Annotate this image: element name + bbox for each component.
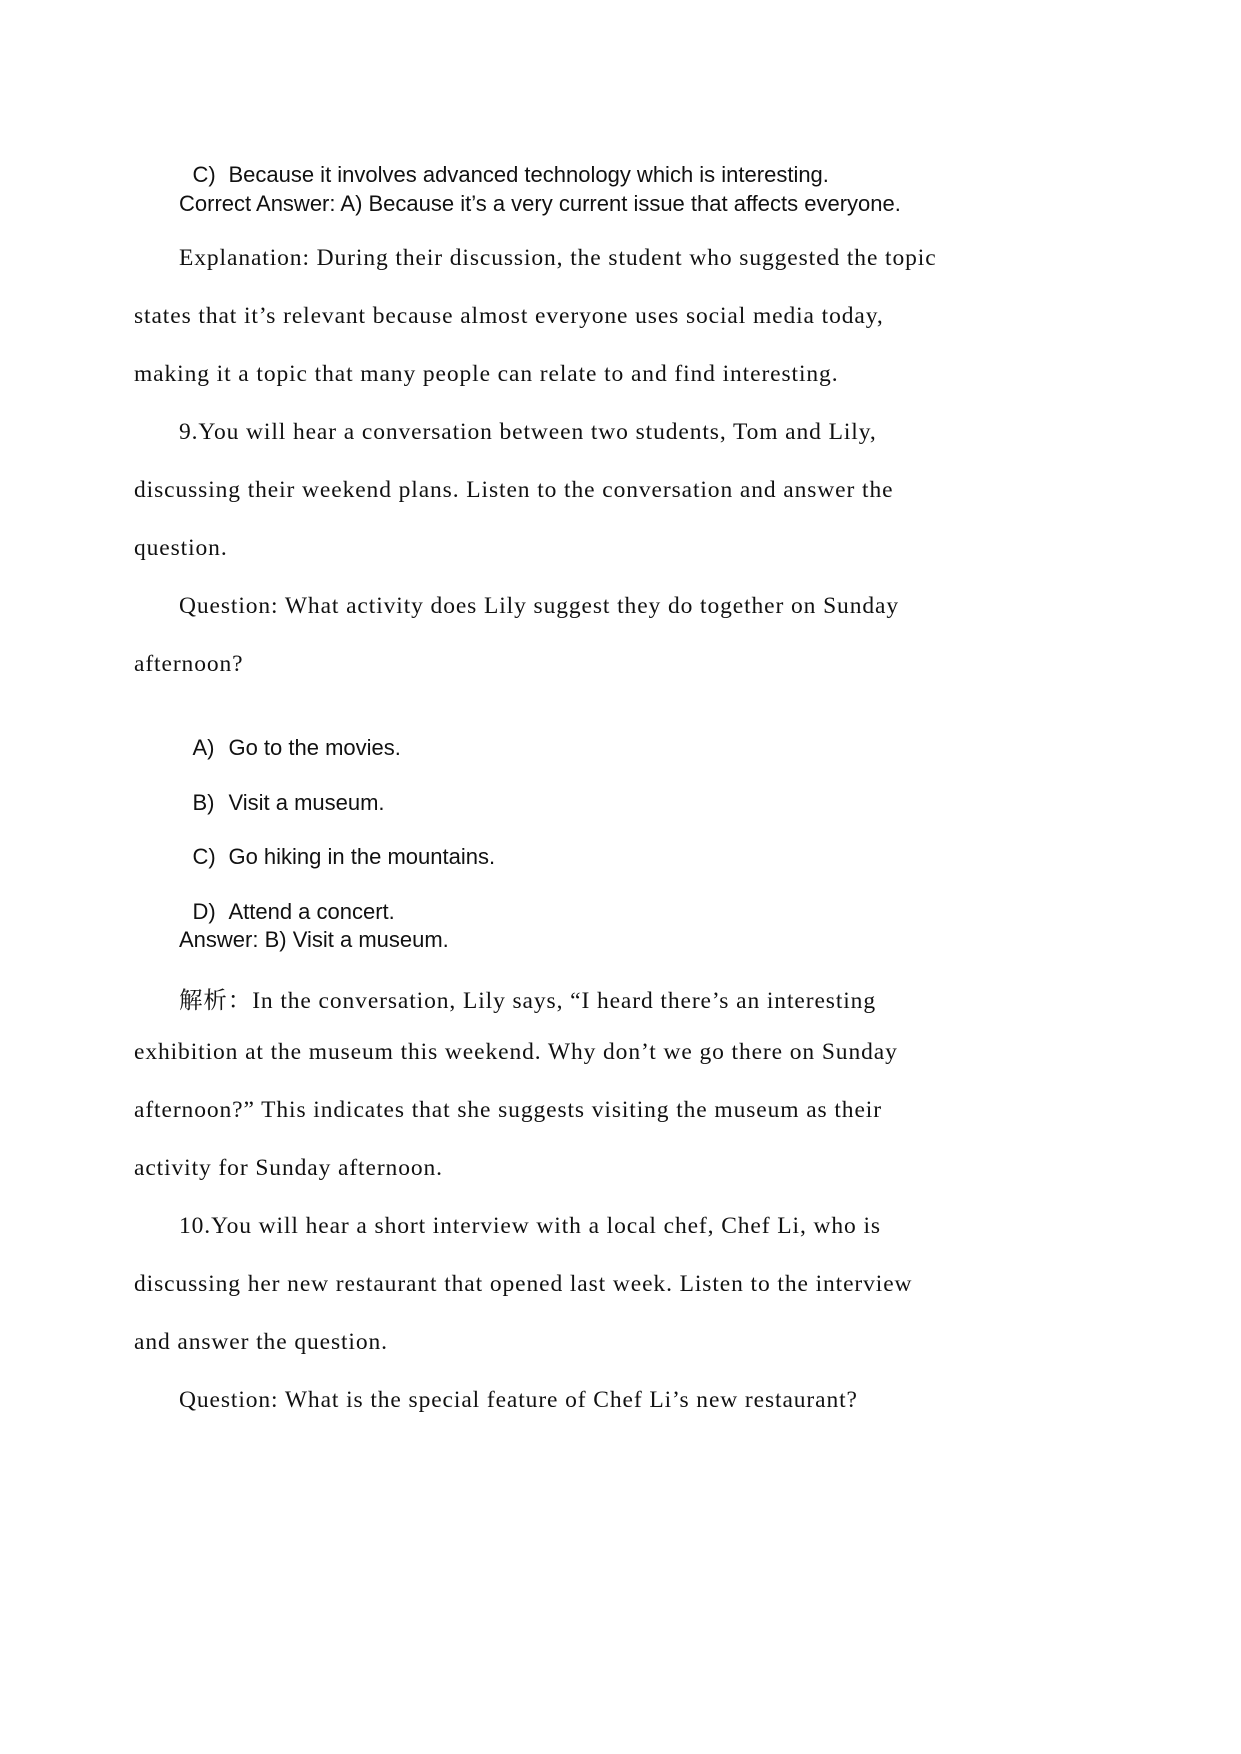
q9-intro-line: question. — [134, 535, 228, 561]
q9-intro-line: discussing their weekend plans. Listen to the conversation and answer the — [134, 477, 894, 503]
q10-question-line: Question: What is the special feature of Chef Li’s new restaurant? — [179, 1387, 858, 1413]
q10-intro-line: and answer the question. — [134, 1329, 388, 1355]
option-label: A) — [192, 735, 215, 760]
q9-question-line: Question: What activity does Lily suggest they do together on Sunday — [179, 593, 899, 619]
q8-explanation-line: states that it’s relevant because almost everyone uses social media today, — [134, 303, 884, 329]
q8-correct-answer: Correct Answer: A) Because it’s a very current issue that affects everyone. — [179, 191, 901, 216]
q9-intro-line: 9.You will hear a conversation between two students, Tom and Lily, — [179, 419, 877, 445]
q10-intro-line: discussing her new restaurant that opened last week. Listen to the interview — [134, 1271, 913, 1297]
option-label: D) — [192, 899, 216, 924]
q10-intro-line: 10.You will hear a short interview with a local chef, Chef Li, who is — [179, 1213, 881, 1239]
q8-explanation-line: Explanation: During their discussion, the student who suggested the topic — [179, 245, 937, 271]
q9-answer: Answer: B) Visit a museum. — [179, 927, 449, 952]
q9-analysis-line: activity for Sunday afternoon. — [134, 1155, 443, 1181]
q9-analysis-line: afternoon?” This indicates that she suggests visiting the museum as their — [134, 1097, 882, 1123]
option-label: C) — [192, 844, 216, 869]
option-label: B) — [192, 790, 215, 815]
option-text: Go hiking in the mountains. — [228, 844, 496, 869]
q8-explanation-line: making it a topic that many people can relate to and find interesting. — [134, 361, 839, 387]
option-text: Because it involves advanced technology which is interesting. — [228, 162, 829, 187]
q9-analysis-line: 解析：In the conversation, Lily says, “I heard there’s an interesting — [179, 988, 876, 1014]
option-text: Attend a concert. — [228, 899, 395, 924]
q9-question-line: afternoon? — [134, 651, 244, 677]
q9-analysis-line: exhibition at the museum this weekend. Why don’t we go there on Sunday — [134, 1039, 898, 1065]
option-text: Visit a museum. — [228, 790, 385, 815]
option-label: C) — [192, 162, 216, 187]
option-text: Go to the movies. — [228, 735, 401, 760]
